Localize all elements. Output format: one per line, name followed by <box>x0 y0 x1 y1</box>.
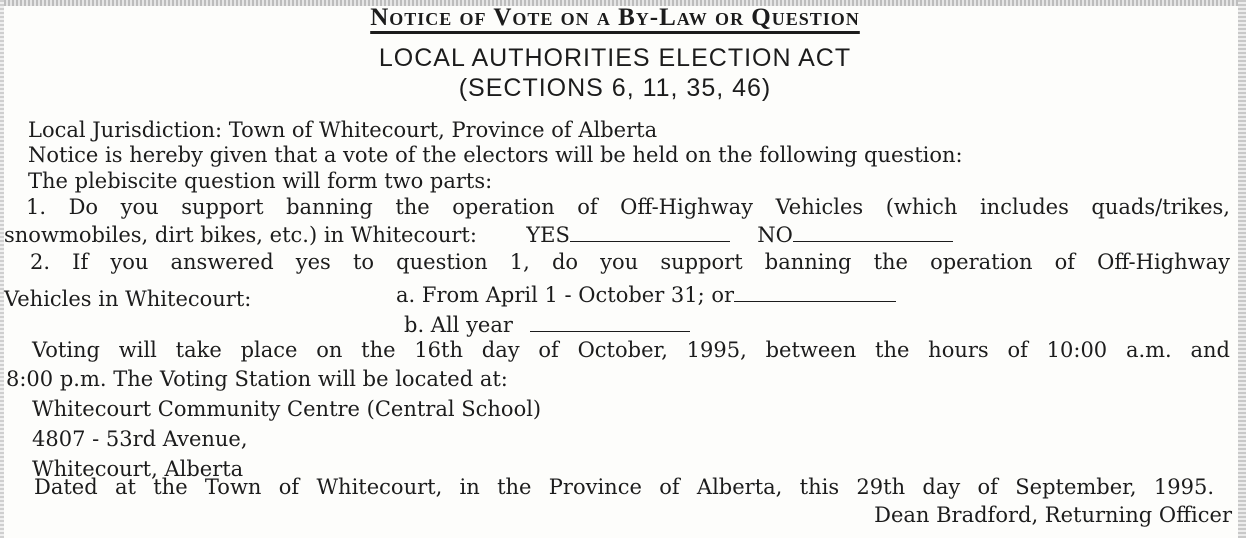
station-city: Whitecourt, Alberta <box>32 457 244 481</box>
notice-title <box>0 4 1230 32</box>
voting-text: Voting will take place on the 16th day of October, 1995, between the hours of 10:00 a.m. and <box>32 338 1230 362</box>
notice-title-text: Notice of Vote on a By-Law or Question <box>370 4 860 31</box>
option-b-line <box>404 312 690 338</box>
option-a-line <box>396 282 896 308</box>
notice-line: Notice is hereby given that a vote of the electors will be held on the following question: <box>28 143 963 167</box>
question-2-line-2: Vehicles in Whitecourt: <box>4 287 252 311</box>
voting-line-1 <box>32 337 1230 363</box>
question-1-text-cont: snowmobiles, dirt bikes, etc.) in Whitecourt: <box>4 223 477 247</box>
yes-label: YES <box>526 223 570 247</box>
dated-text: Dated at the Town of Whitecourt, in the Province of Alberta, this 29th day of September, 1995. <box>34 475 1214 499</box>
option-a-text: a. From April 1 - October 31; or <box>396 283 735 307</box>
station-name: Whitecourt Community Centre (Central School) <box>32 397 542 421</box>
no-label: NO <box>757 223 793 247</box>
question-1-line-1 <box>26 194 1230 220</box>
option-b-text: b. All year <box>404 313 513 337</box>
option-a-blank <box>734 283 896 302</box>
voting-line-2: 8:00 p.m. The Voting Station will be located at: <box>6 367 508 391</box>
option-b-blank <box>530 313 690 332</box>
no-blank <box>793 223 953 242</box>
question-2-text: 2. If you answered yes to question 1, do you support banning the operation of Off-Highway <box>30 250 1230 274</box>
yes-blank <box>570 223 730 242</box>
act-sections: (SECTIONS 6, 11, 35, 46) <box>458 74 772 102</box>
station-street: 4807 - 53rd Avenue, <box>32 427 248 451</box>
question-1-text: 1. Do you support banning the operation of Off-Highway Vehicles (which includes quads/trikes, <box>26 195 1230 219</box>
dated-line <box>34 474 1214 500</box>
signature-line: Dean Bradford, Returning Officer <box>874 503 1232 527</box>
plebiscite-intro: The plebiscite question will form two parts: <box>28 169 493 193</box>
scan-edge-right <box>1238 0 1246 538</box>
question-2-line-1 <box>30 249 1230 275</box>
question-1-line-2 <box>4 222 953 248</box>
jurisdiction-line: Local Jurisdiction: Town of Whitecourt, Province of Alberta <box>28 118 658 142</box>
act-name: LOCAL AUTHORITIES ELECTION ACT <box>378 44 852 72</box>
